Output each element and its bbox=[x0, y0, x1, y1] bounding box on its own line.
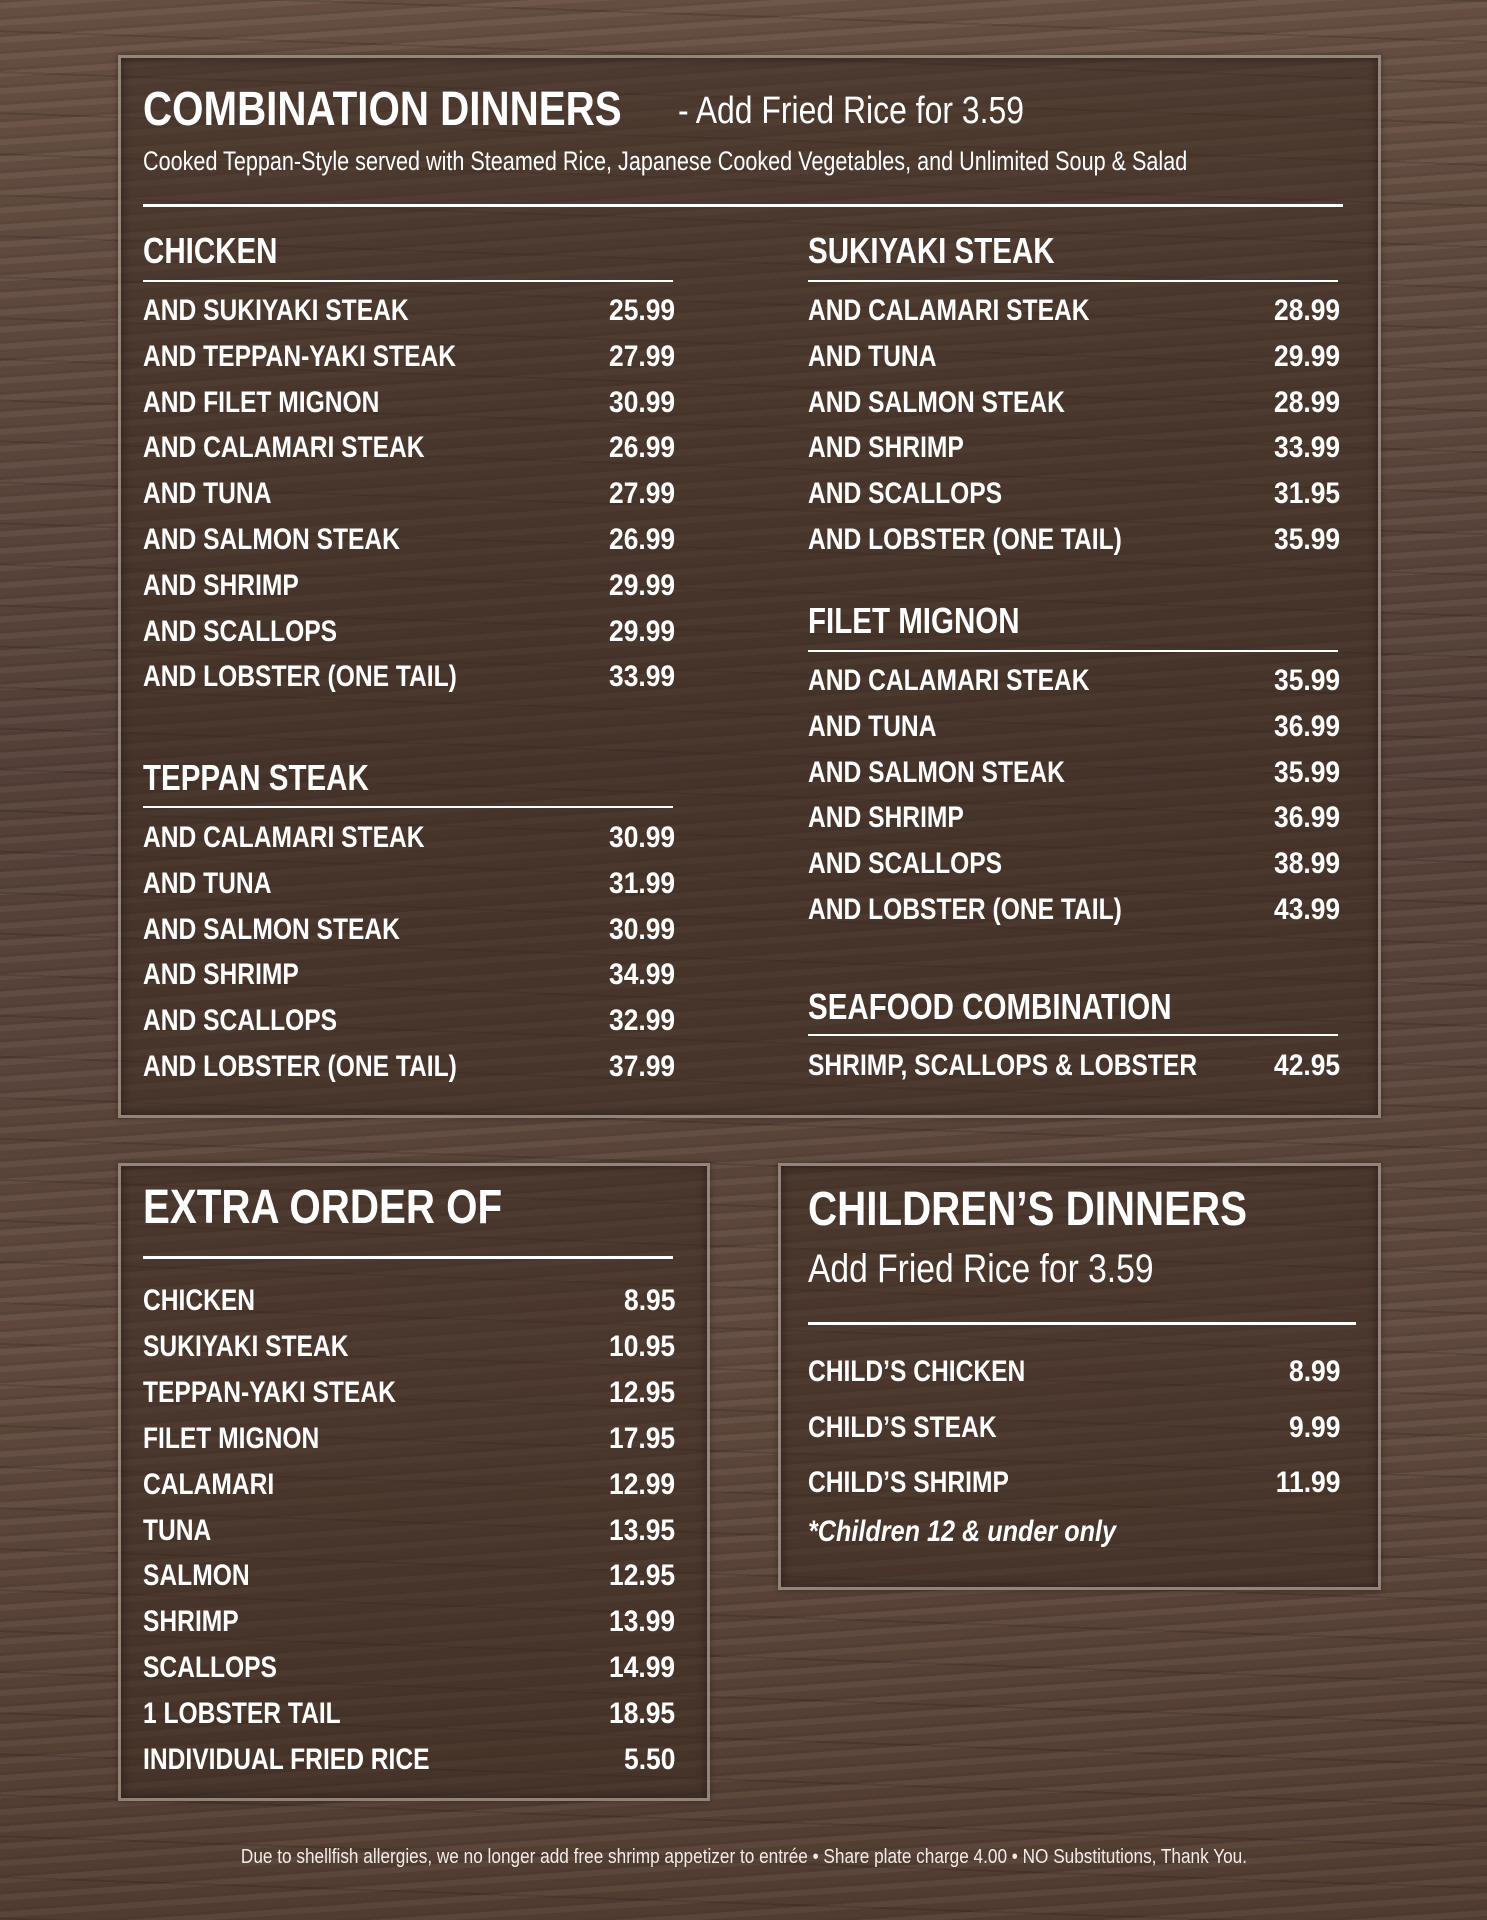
menu-item-price: 33.99 bbox=[608, 660, 675, 694]
menu-item-price: 9.99 bbox=[1288, 1410, 1340, 1444]
menu-item-row bbox=[143, 1047, 675, 1087]
menu-item-row bbox=[808, 1408, 1340, 1448]
menu-item-row bbox=[143, 1740, 675, 1780]
menu-item-price: 28.99 bbox=[1273, 385, 1340, 419]
menu-item-price: 30.99 bbox=[608, 912, 675, 946]
combination-header bbox=[143, 82, 1024, 137]
menu-item-row bbox=[808, 890, 1340, 930]
footer-text: Due to shellfish allergies, we no longer add free shrimp appetizer to entrée • Share plate charge 4.00 • NO Substitutions, Thank You. bbox=[240, 1846, 1247, 1868]
menu-item-name: AND TEPPAN-YAKI STEAK bbox=[143, 339, 457, 373]
combination-divider bbox=[143, 204, 1343, 207]
menu-item-name: SALMON bbox=[143, 1559, 250, 1593]
childrens-fried-rice-addon: Add Fried Rice for 3.59 bbox=[808, 1247, 1154, 1291]
menu-item-row bbox=[143, 1281, 675, 1321]
menu-item-name: AND LOBSTER (ONE TAIL) bbox=[143, 660, 457, 694]
menu-item-name: AND SALMON STEAK bbox=[143, 523, 400, 556]
menu-item-name: CHILD’S SHRIMP bbox=[808, 1466, 1009, 1499]
menu-item-name: AND LOBSTER (ONE TAIL) bbox=[143, 1050, 457, 1083]
menu-item-price: 14.99 bbox=[608, 1651, 675, 1685]
menu-item-price: 35.99 bbox=[1273, 755, 1340, 789]
menu-item-row bbox=[143, 818, 675, 858]
menu-item-row bbox=[808, 844, 1340, 884]
section-divider-sukiyaki-steak bbox=[808, 280, 1338, 282]
menu-item-row bbox=[143, 1001, 675, 1041]
menu-item-price: 18.95 bbox=[608, 1697, 675, 1731]
menu-item-row bbox=[143, 1511, 675, 1551]
menu-item-row bbox=[143, 910, 675, 950]
menu-item-price: 27.99 bbox=[608, 339, 675, 373]
menu-item-name: INDIVIDUAL FRIED RICE bbox=[143, 1743, 430, 1776]
menu-item-name: AND LOBSTER (ONE TAIL) bbox=[808, 523, 1122, 556]
menu-item-row bbox=[808, 474, 1340, 514]
menu-item-row bbox=[808, 1046, 1340, 1086]
menu-item-row bbox=[808, 1463, 1340, 1503]
menu-item-price: 12.95 bbox=[608, 1375, 675, 1409]
menu-item-row bbox=[143, 566, 675, 606]
menu-item-price: 37.99 bbox=[608, 1050, 675, 1083]
menu-item-price: 25.99 bbox=[608, 294, 675, 327]
menu-item-name: CHILD’S CHICKEN bbox=[808, 1355, 1026, 1388]
menu-item-price: 12.99 bbox=[608, 1467, 675, 1501]
menu-item-price: 36.99 bbox=[1273, 801, 1340, 835]
menu-item-price: 34.99 bbox=[608, 958, 675, 992]
menu-item-price: 43.99 bbox=[1273, 893, 1340, 926]
section-divider-chicken bbox=[143, 280, 673, 282]
menu-item-name: AND CALAMARI STEAK bbox=[143, 431, 425, 465]
menu-item-name: SHRIMP, SCALLOPS & LOBSTER bbox=[808, 1049, 1198, 1082]
menu-item-row bbox=[143, 291, 675, 331]
combination-fried-rice-addon: - Add Fried Rice for 3.59 bbox=[678, 90, 1024, 132]
menu-item-price: 13.95 bbox=[608, 1513, 675, 1547]
menu-item-row bbox=[143, 657, 675, 697]
menu-item-row bbox=[143, 1556, 675, 1596]
menu-item-name: AND SCALLOPS bbox=[143, 614, 338, 648]
menu-item-price: 35.99 bbox=[1273, 523, 1340, 556]
menu-item-name: 1 LOBSTER TAIL bbox=[143, 1697, 341, 1731]
menu-item-name: SUKIYAKI STEAK bbox=[143, 1329, 349, 1363]
menu-item-name: CHILD’S STEAK bbox=[808, 1410, 997, 1444]
menu-item-name: CHICKEN bbox=[143, 1284, 256, 1317]
menu-item-name: AND LOBSTER (ONE TAIL) bbox=[808, 893, 1122, 926]
section-title-teppan-steak: TEPPAN STEAK bbox=[143, 757, 369, 798]
section-title-filet-mignon: FILET MIGNON bbox=[808, 600, 1020, 641]
menu-item-price: 26.99 bbox=[608, 523, 675, 556]
menu-item-row bbox=[143, 1373, 675, 1413]
menu-item-price: 42.95 bbox=[1273, 1049, 1340, 1082]
menu-item-row bbox=[143, 383, 675, 423]
menu-item-price: 5.50 bbox=[623, 1743, 675, 1776]
menu-item-name: AND TUNA bbox=[143, 477, 272, 511]
menu-item-price: 29.99 bbox=[608, 614, 675, 648]
menu-item-name: AND TUNA bbox=[143, 866, 272, 900]
menu-item-name: AND SHRIMP bbox=[808, 801, 964, 835]
menu-item-price: 8.99 bbox=[1288, 1355, 1340, 1388]
menu-item-name: AND SCALLOPS bbox=[143, 1004, 338, 1038]
childrens-dinners-title: CHILDREN’S DINNERS bbox=[808, 1183, 1248, 1236]
menu-item-row bbox=[808, 753, 1340, 793]
menu-item-name: AND CALAMARI STEAK bbox=[808, 664, 1090, 697]
childrens-divider bbox=[808, 1322, 1356, 1325]
menu-item-name: TEPPAN-YAKI STEAK bbox=[143, 1375, 396, 1409]
menu-item-price: 29.99 bbox=[608, 568, 675, 602]
menu-item-row bbox=[808, 383, 1340, 423]
section-divider-seafood-combination bbox=[808, 1034, 1338, 1036]
menu-item-row bbox=[808, 337, 1340, 377]
section-divider-filet-mignon bbox=[808, 650, 1338, 652]
menu-item-price: 38.99 bbox=[1273, 847, 1340, 881]
menu-item-price: 28.99 bbox=[1273, 294, 1340, 327]
menu-item-price: 17.95 bbox=[608, 1421, 675, 1455]
menu-item-row bbox=[808, 661, 1340, 701]
menu-item-price: 12.95 bbox=[608, 1559, 675, 1593]
menu-item-row bbox=[143, 864, 675, 904]
menu-item-name: AND FILET MIGNON bbox=[143, 385, 380, 419]
menu-item-name: CALAMARI bbox=[143, 1467, 275, 1501]
menu-item-name: SCALLOPS bbox=[143, 1651, 277, 1685]
menu-item-price: 10.95 bbox=[608, 1329, 675, 1363]
menu-item-name: AND TUNA bbox=[808, 339, 937, 373]
menu-item-price: 32.99 bbox=[608, 1004, 675, 1038]
menu-item-name: AND SALMON STEAK bbox=[808, 385, 1065, 419]
menu-item-price: 29.99 bbox=[1273, 339, 1340, 373]
menu-item-price: 13.99 bbox=[608, 1605, 675, 1639]
menu-item-name: FILET MIGNON bbox=[143, 1421, 320, 1455]
menu-item-name: AND CALAMARI STEAK bbox=[808, 294, 1090, 327]
menu-item-row bbox=[808, 707, 1340, 747]
menu-item-row bbox=[143, 1327, 675, 1367]
menu-item-row bbox=[143, 337, 675, 377]
extra-order-divider bbox=[143, 1256, 673, 1259]
menu-item-row bbox=[808, 798, 1340, 838]
menu-item-price: 30.99 bbox=[608, 821, 675, 854]
menu-item-row bbox=[808, 291, 1340, 331]
menu-item-row bbox=[143, 955, 675, 995]
menu-item-name: AND CALAMARI STEAK bbox=[143, 821, 425, 854]
menu-item-name: TUNA bbox=[143, 1513, 212, 1547]
menu-item-name: AND SCALLOPS bbox=[808, 477, 1003, 511]
menu-item-row bbox=[143, 1465, 675, 1505]
section-title-chicken: CHICKEN bbox=[143, 230, 278, 271]
menu-item-name: AND SALMON STEAK bbox=[808, 755, 1065, 789]
menu-item-row bbox=[143, 1694, 675, 1734]
menu-item-price: 31.95 bbox=[1273, 477, 1340, 511]
combination-subtitle: Cooked Teppan-Style served with Steamed Rice, Japanese Cooked Vegetables, and Unlimited Soup & Salad bbox=[143, 146, 1188, 176]
menu-item-name: AND SCALLOPS bbox=[808, 847, 1003, 881]
menu-item-name: AND SHRIMP bbox=[143, 568, 299, 602]
menu-item-row bbox=[143, 474, 675, 514]
menu-item-row bbox=[808, 1352, 1340, 1392]
menu-item-row bbox=[143, 428, 675, 468]
childrens-age-note: *Children 12 & under only bbox=[808, 1515, 1117, 1548]
section-title-sukiyaki-steak: SUKIYAKI STEAK bbox=[808, 230, 1055, 271]
menu-item-name: AND SHRIMP bbox=[808, 431, 964, 465]
menu-item-price: 8.95 bbox=[623, 1284, 675, 1317]
menu-item-price: 35.99 bbox=[1273, 664, 1340, 697]
menu-item-name: SHRIMP bbox=[143, 1605, 239, 1639]
menu-item-price: 30.99 bbox=[608, 385, 675, 419]
menu-item-price: 36.99 bbox=[1273, 709, 1340, 743]
menu-item-name: AND TUNA bbox=[808, 709, 937, 743]
menu-item-row bbox=[143, 1419, 675, 1459]
extra-order-title: EXTRA ORDER OF bbox=[143, 1181, 503, 1234]
section-title-seafood-combination: SEAFOOD COMBINATION bbox=[808, 986, 1172, 1027]
menu-item-name: AND SHRIMP bbox=[143, 958, 299, 992]
section-divider-teppan-steak bbox=[143, 806, 673, 808]
combination-title: COMBINATION DINNERS bbox=[143, 83, 622, 136]
footer-policy-note bbox=[0, 1846, 1487, 1869]
menu-item-price: 33.99 bbox=[1273, 431, 1340, 465]
menu-item-row bbox=[808, 520, 1340, 560]
menu-item-price: 31.99 bbox=[608, 866, 675, 900]
menu-item-row bbox=[143, 1602, 675, 1642]
menu-item-price: 26.99 bbox=[608, 431, 675, 465]
menu-item-row bbox=[143, 520, 675, 560]
menu-item-price: 11.99 bbox=[1275, 1466, 1340, 1499]
menu-item-price: 27.99 bbox=[608, 477, 675, 511]
menu-item-name: AND SALMON STEAK bbox=[143, 912, 400, 946]
menu-item-name: AND SUKIYAKI STEAK bbox=[143, 294, 409, 327]
menu-item-row bbox=[808, 428, 1340, 468]
menu-item-row bbox=[143, 1648, 675, 1688]
menu-item-row bbox=[143, 612, 675, 652]
